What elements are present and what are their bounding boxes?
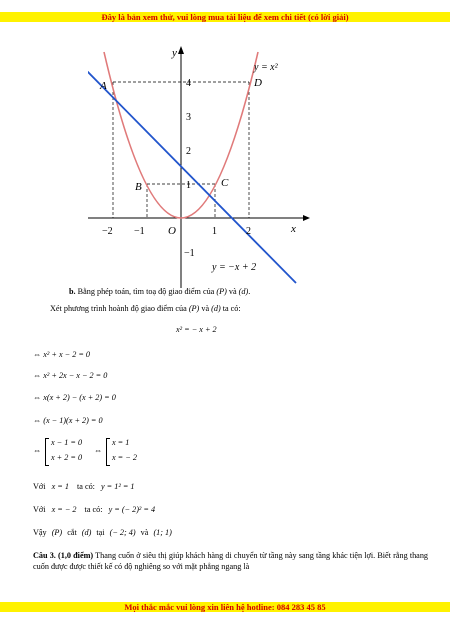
part-b-prefix: b. [69,287,76,296]
question-3 [33,550,428,572]
system-iff-2: ⇔ [94,446,103,455]
and-word: và [226,287,239,296]
y-axis-label: y [172,47,177,59]
point-a-label: A [100,80,107,92]
system-b1: x = 1 [112,438,130,447]
origin-label: O [168,225,176,237]
line-label: y = −x + 2 [212,262,257,273]
point-b-label: B [135,181,142,193]
case-2-y: y = (− 2)² = 4 [108,505,156,514]
x-tick: −2 [102,226,113,237]
with-label: Với [33,505,46,514]
x-axis-label: x [291,223,296,235]
p-symbol: (P) [216,287,227,296]
function-graph [88,40,310,288]
hotline-banner: Mọi thắc mắc vui lòng xin liên hệ hotline: 084 283 45 85 [0,602,450,612]
system-brace-2 [106,438,110,466]
conclusion-at: tại [96,528,105,537]
system-iff: ⇔ [33,446,42,455]
question-3-text: Thang cuốn ở siêu thị giúp khách hàng di chuyển từ tầng này sang tầng khác tiện lợi. Biết rằng thang cuốn được được thiết kế có độ nghiêng so với mặt phẳng ngang là [33,551,429,571]
equation-3: ⇔ x(x + 2) − (x + 2) = 0 [33,393,116,402]
y-tick: 4 [186,78,191,89]
equation-0: x² = − x + 2 [176,325,217,334]
d-symbol: (d) [211,304,221,313]
conclusion-point-1: (− 2; 4) [109,528,136,537]
with-label: Với [33,482,46,491]
x-tick: 1 [212,226,217,237]
y-axis-arrow [178,46,184,54]
conclusion-cut: cắt [67,528,77,537]
conclusion-d: (d) [81,528,92,537]
case-1 [33,482,135,491]
equation-4: ⇔ (x − 1)(x + 2) = 0 [33,416,103,425]
p-symbol: (P) [188,304,200,313]
part-b-text: Bằng phép toán, tìm toạ độ giao điểm của [75,287,217,296]
y-tick: 1 [186,180,191,191]
preview-banner: Đây là bản xem thử, vui lòng mua tài liệu để xem chi tiết (có lời giải) [0,12,450,22]
equation-1: ⇔ x² + x − 2 = 0 [33,350,91,359]
d-symbol: (d) [238,287,249,296]
period: . [248,287,251,296]
case-1-mid: ta có: [76,482,95,491]
and-word: và [199,304,212,313]
question-3-label: Câu 3. (1,0 điểm) [33,551,94,560]
equation-2: ⇔ x² + 2x − x − 2 = 0 [33,371,108,380]
case-1-y: y = 1² = 1 [101,482,135,491]
y-tick: −1 [184,248,195,259]
y-tick: 3 [186,112,191,123]
x-tick: −1 [134,226,145,237]
intersection-line [50,304,241,313]
case-2 [33,505,155,514]
system-b2: x = − 2 [112,453,137,462]
system-a1: x − 1 = 0 [51,438,83,447]
conclusion-and: và [140,528,149,537]
case-2-mid: ta có: [84,505,103,514]
intersection-end: ta có: [220,304,241,313]
system-a2: x + 2 = 0 [51,453,83,462]
conclusion-p: (P) [51,528,63,537]
system-brace-1 [45,438,49,466]
case-1-x: x = 1 [51,482,69,491]
conclusion-point-2: (1; 1) [153,528,172,537]
point-c-label: C [221,177,229,189]
x-axis-arrow [303,215,310,221]
point-d-label: D [254,77,262,89]
parabola-label: y = x² [254,62,278,73]
intersection-text: Xét phương trình hoành độ giao điểm của [50,304,189,313]
y-tick: 2 [186,146,191,157]
x-tick: 2 [246,226,251,237]
part-b-line [69,287,250,296]
conclusion-label: Vậy [33,528,47,537]
case-2-x: x = − 2 [51,505,77,514]
conclusion [33,528,172,537]
